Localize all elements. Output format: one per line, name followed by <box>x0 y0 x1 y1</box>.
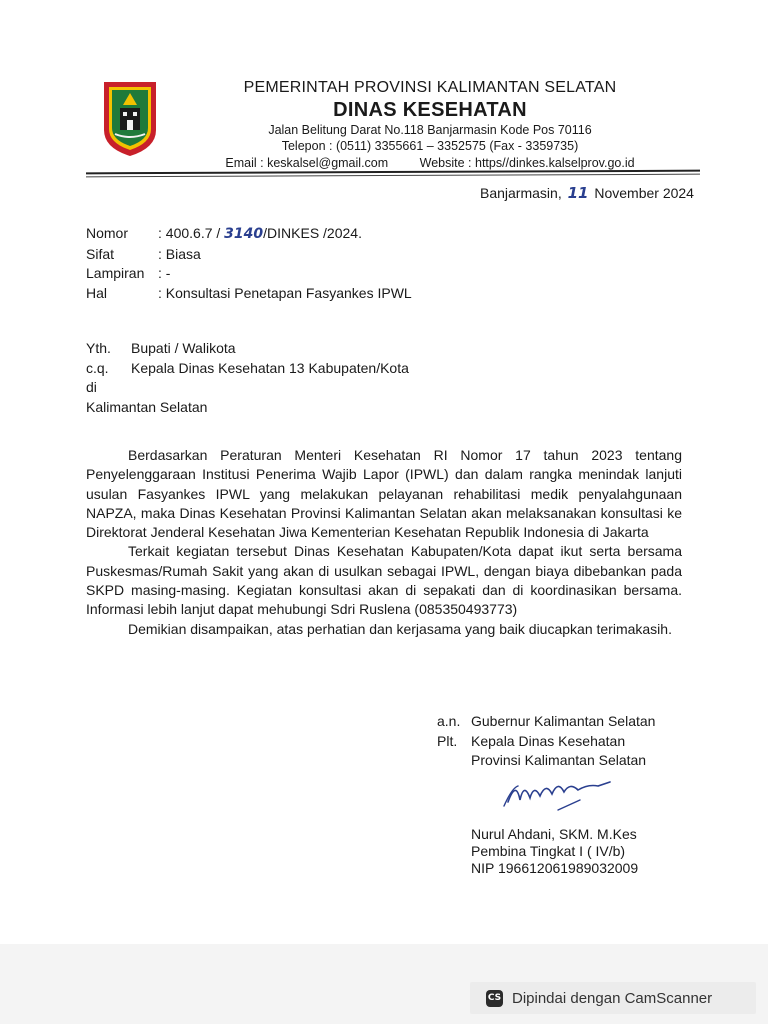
letter-metadata <box>86 224 412 303</box>
official-name: Nurul Ahdani, SKM. M.Kes <box>471 826 637 842</box>
nomor-handwritten: 3140 <box>224 226 264 242</box>
official-details <box>471 826 638 877</box>
recipient-location: Kalimantan Selatan <box>86 398 208 415</box>
yth-label: Yth. <box>86 340 111 356</box>
date-month-year: November 2024 <box>594 185 694 201</box>
date-day-handwritten: 11 <box>567 184 589 202</box>
province-emblem-logo <box>100 78 160 158</box>
nomor-value <box>158 224 362 245</box>
agency-contacts <box>170 155 690 171</box>
an-row <box>437 712 655 732</box>
hal-label: Hal <box>86 284 108 301</box>
sifat-label: Sifat <box>86 245 115 262</box>
di-label: di <box>86 379 97 395</box>
body-paragraph-3: Demikian disampaikan, atas perhatian dan kerjasama yang baik diucapkan terimakasih. <box>128 620 672 637</box>
letterhead <box>170 78 690 171</box>
lampiran-row <box>86 264 412 284</box>
lampiran-value: : - <box>158 265 171 281</box>
nomor-row <box>86 224 412 245</box>
official-nip: NIP 196612061989032009 <box>471 860 639 876</box>
yth-row <box>86 339 409 359</box>
letter-body <box>86 446 682 639</box>
letter-date <box>480 184 694 202</box>
an-value: Gubernur Kalimantan Selatan <box>471 713 656 729</box>
official-rank: Pembina Tingkat I ( IV/b) <box>471 843 626 859</box>
date-place: Banjarmasin, <box>480 185 562 201</box>
plt-label: Plt. <box>437 732 458 749</box>
cq-label: c.q. <box>86 359 109 376</box>
hal-row <box>86 284 412 304</box>
agency-address: Jalan Belitung Darat No.118 Banjarmasin Kode Pos 70116 <box>268 123 592 137</box>
signature-block <box>437 712 655 771</box>
nomor-suffix: /DINKES /2024. <box>263 225 362 241</box>
body-paragraph-2: Terkait kegiatan tersebut Dinas Kesehatan Kabupaten/Kota dapat ikut serta bersama Puskesmas/Rumah Sakit yang akan di usulkan sebagai IPWL, dengan biaya dibebankan pada SKPD masing-masing. Kegiatan konsultasi akan di sepakati dan di koordinasikan bersama. Informasi lebih lanjut dapat mehubungi Sdri Ruslena (085350493773) <box>86 543 682 618</box>
recipient-block <box>86 339 409 417</box>
sifat-value: : Biasa <box>158 245 201 262</box>
plt-value: Kepala Dinas Kesehatan <box>471 732 626 749</box>
camscanner-watermark <box>470 982 756 1014</box>
agency-name: DINAS KESEHATAN <box>333 99 527 121</box>
hal-value: : Konsultasi Penetapan Fasyankes IPWL <box>158 284 412 301</box>
cq-value: Kepala Dinas Kesehatan 13 Kabupaten/Kota <box>131 359 409 376</box>
body-paragraph-1: Berdasarkan Peraturan Menteri Kesehatan RI Nomor 17 tahun 2023 tentang Penyelenggaraan Institusi Penerima Wajib Lapor (IPWL) dan dalam rangka menindak lanjuti usulan Fasyankes IPWL yang melakukan pelayanan rehabilitasi medik penyalahgunaan NAPZA, maka Dinas Kesehatan Provinsi Kalimantan Selatan akan melaksanakan konsultasi ke Direktorat Jenderal Kesehatan Jiwa Kementerian Kesehatan Republik Indonesia di Jakarta <box>86 447 682 541</box>
yth-value: Bupati / Walikota <box>131 340 236 356</box>
cq-row <box>86 359 409 379</box>
agency-website: Website : https//dinkes.kalselprov.go.id <box>419 156 635 170</box>
agency-phone: Telepon : (0511) 3355661 – 3352575 (Fax - 3359735) <box>281 139 579 153</box>
sifat-row <box>86 245 412 265</box>
letterhead-divider-thin <box>86 174 700 178</box>
government-name: PEMERINTAH PROVINSI KALIMANTAN SELATAN <box>243 79 617 96</box>
handwritten-signature <box>498 770 628 820</box>
nomor-label: Nomor <box>86 225 129 241</box>
camscanner-label: Dipindai dengan CamScanner <box>512 989 713 1007</box>
signer-province: Provinsi Kalimantan Selatan <box>471 752 647 768</box>
nomor-prefix: : 400.6.7 / <box>158 225 221 241</box>
lampiran-label: Lampiran <box>86 265 145 281</box>
an-label: a.n. <box>437 713 461 729</box>
agency-email: Email : keskalsel@gmail.com <box>225 156 389 170</box>
camscanner-icon: CS <box>486 990 503 1007</box>
plt-row <box>437 732 655 752</box>
